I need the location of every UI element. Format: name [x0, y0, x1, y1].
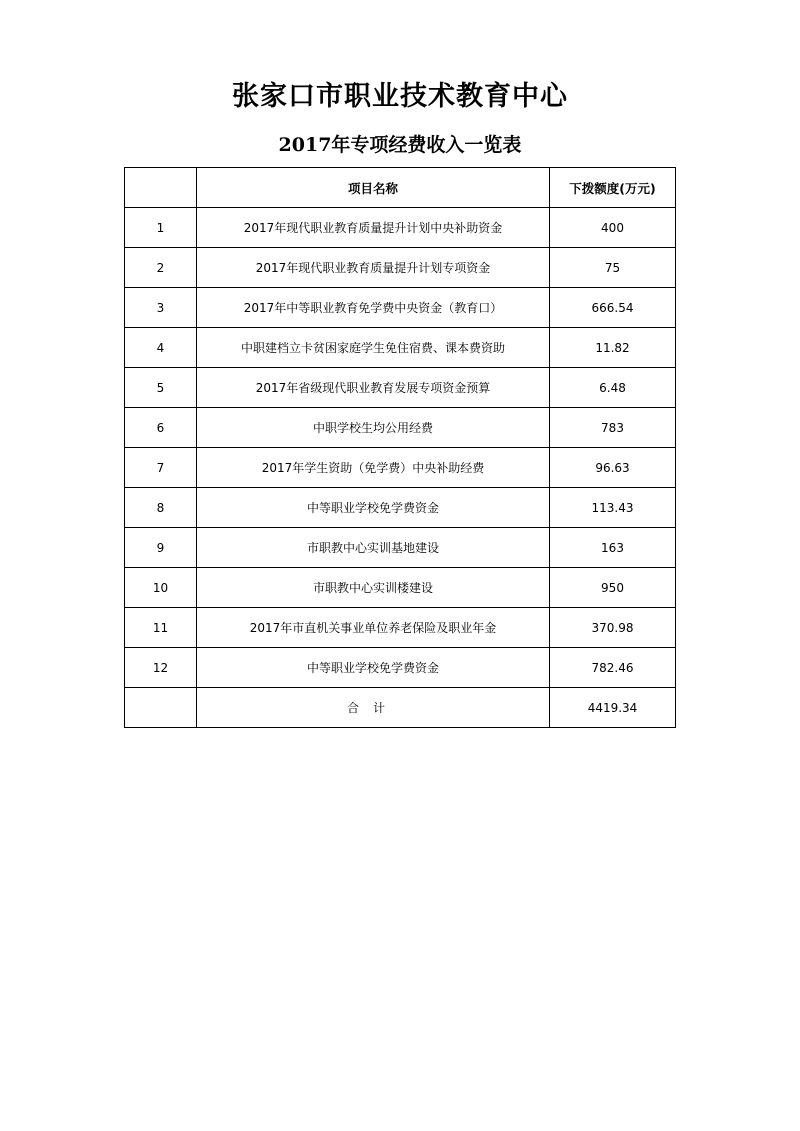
- row-index: 1: [125, 208, 197, 248]
- table-row: [125, 568, 676, 608]
- row-amount: 6.48: [550, 368, 676, 408]
- row-project-name: 中职学校生均公用经费: [197, 408, 550, 448]
- row-project-name: 2017年省级现代职业教育发展专项资金预算: [197, 368, 550, 408]
- total-label: 合计: [197, 688, 550, 728]
- row-amount: 370.98: [550, 608, 676, 648]
- row-project-name: 中等职业学校免学费资金: [197, 648, 550, 688]
- row-index: 11: [125, 608, 197, 648]
- row-amount: 400: [550, 208, 676, 248]
- row-amount: 782.46: [550, 648, 676, 688]
- table-row: [125, 208, 676, 248]
- document-subtitle: 2017年专项经费收入一览表: [278, 134, 522, 156]
- row-index: 2: [125, 248, 197, 288]
- row-project-name: 中等职业学校免学费资金: [197, 488, 550, 528]
- row-index: 5: [125, 368, 197, 408]
- table-row: [125, 408, 676, 448]
- row-amount: 96.63: [550, 448, 676, 488]
- table-row: [125, 328, 676, 368]
- row-project-name: 2017年现代职业教育质量提升计划中央补助资金: [197, 208, 550, 248]
- total-amount: 4419.34: [550, 688, 676, 728]
- row-index: 7: [125, 448, 197, 488]
- row-amount: 75: [550, 248, 676, 288]
- row-index: 10: [125, 568, 197, 608]
- row-index: 6: [125, 408, 197, 448]
- table-body: [125, 208, 676, 688]
- row-project-name: 中职建档立卡贫困家庭学生免住宿费、课本费资助: [197, 328, 550, 368]
- row-index: 4: [125, 328, 197, 368]
- total-row: [125, 688, 676, 728]
- row-amount: 783: [550, 408, 676, 448]
- funds-table: [124, 167, 676, 728]
- table-row: [125, 448, 676, 488]
- row-project-name: 2017年学生资助（免学费）中央补助经费: [197, 448, 550, 488]
- table-header-row: [125, 168, 676, 208]
- row-amount: 950: [550, 568, 676, 608]
- row-project-name: 2017年市直机关事业单位养老保险及职业年金: [197, 608, 550, 648]
- document-title: 张家口市职业技术教育中心: [232, 81, 568, 112]
- row-index: 12: [125, 648, 197, 688]
- row-amount: 666.54: [550, 288, 676, 328]
- row-project-name: 2017年中等职业教育免学费中央资金（教育口）: [197, 288, 550, 328]
- row-index: 8: [125, 488, 197, 528]
- header-amount: 下拨额度(万元): [550, 168, 676, 208]
- table-row: [125, 488, 676, 528]
- header-project-name: 项目名称: [197, 168, 550, 208]
- table-row: [125, 368, 676, 408]
- row-project-name: 市职教中心实训楼建设: [197, 568, 550, 608]
- row-amount: 11.82: [550, 328, 676, 368]
- row-amount: 113.43: [550, 488, 676, 528]
- row-index: 3: [125, 288, 197, 328]
- row-amount: 163: [550, 528, 676, 568]
- total-index: [125, 688, 197, 728]
- table-row: [125, 608, 676, 648]
- table-row: [125, 648, 676, 688]
- header-index: [125, 168, 197, 208]
- table-row: [125, 528, 676, 568]
- table-row: [125, 248, 676, 288]
- table-row: [125, 288, 676, 328]
- row-project-name: 2017年现代职业教育质量提升计划专项资金: [197, 248, 550, 288]
- row-index: 9: [125, 528, 197, 568]
- row-project-name: 市职教中心实训基地建设: [197, 528, 550, 568]
